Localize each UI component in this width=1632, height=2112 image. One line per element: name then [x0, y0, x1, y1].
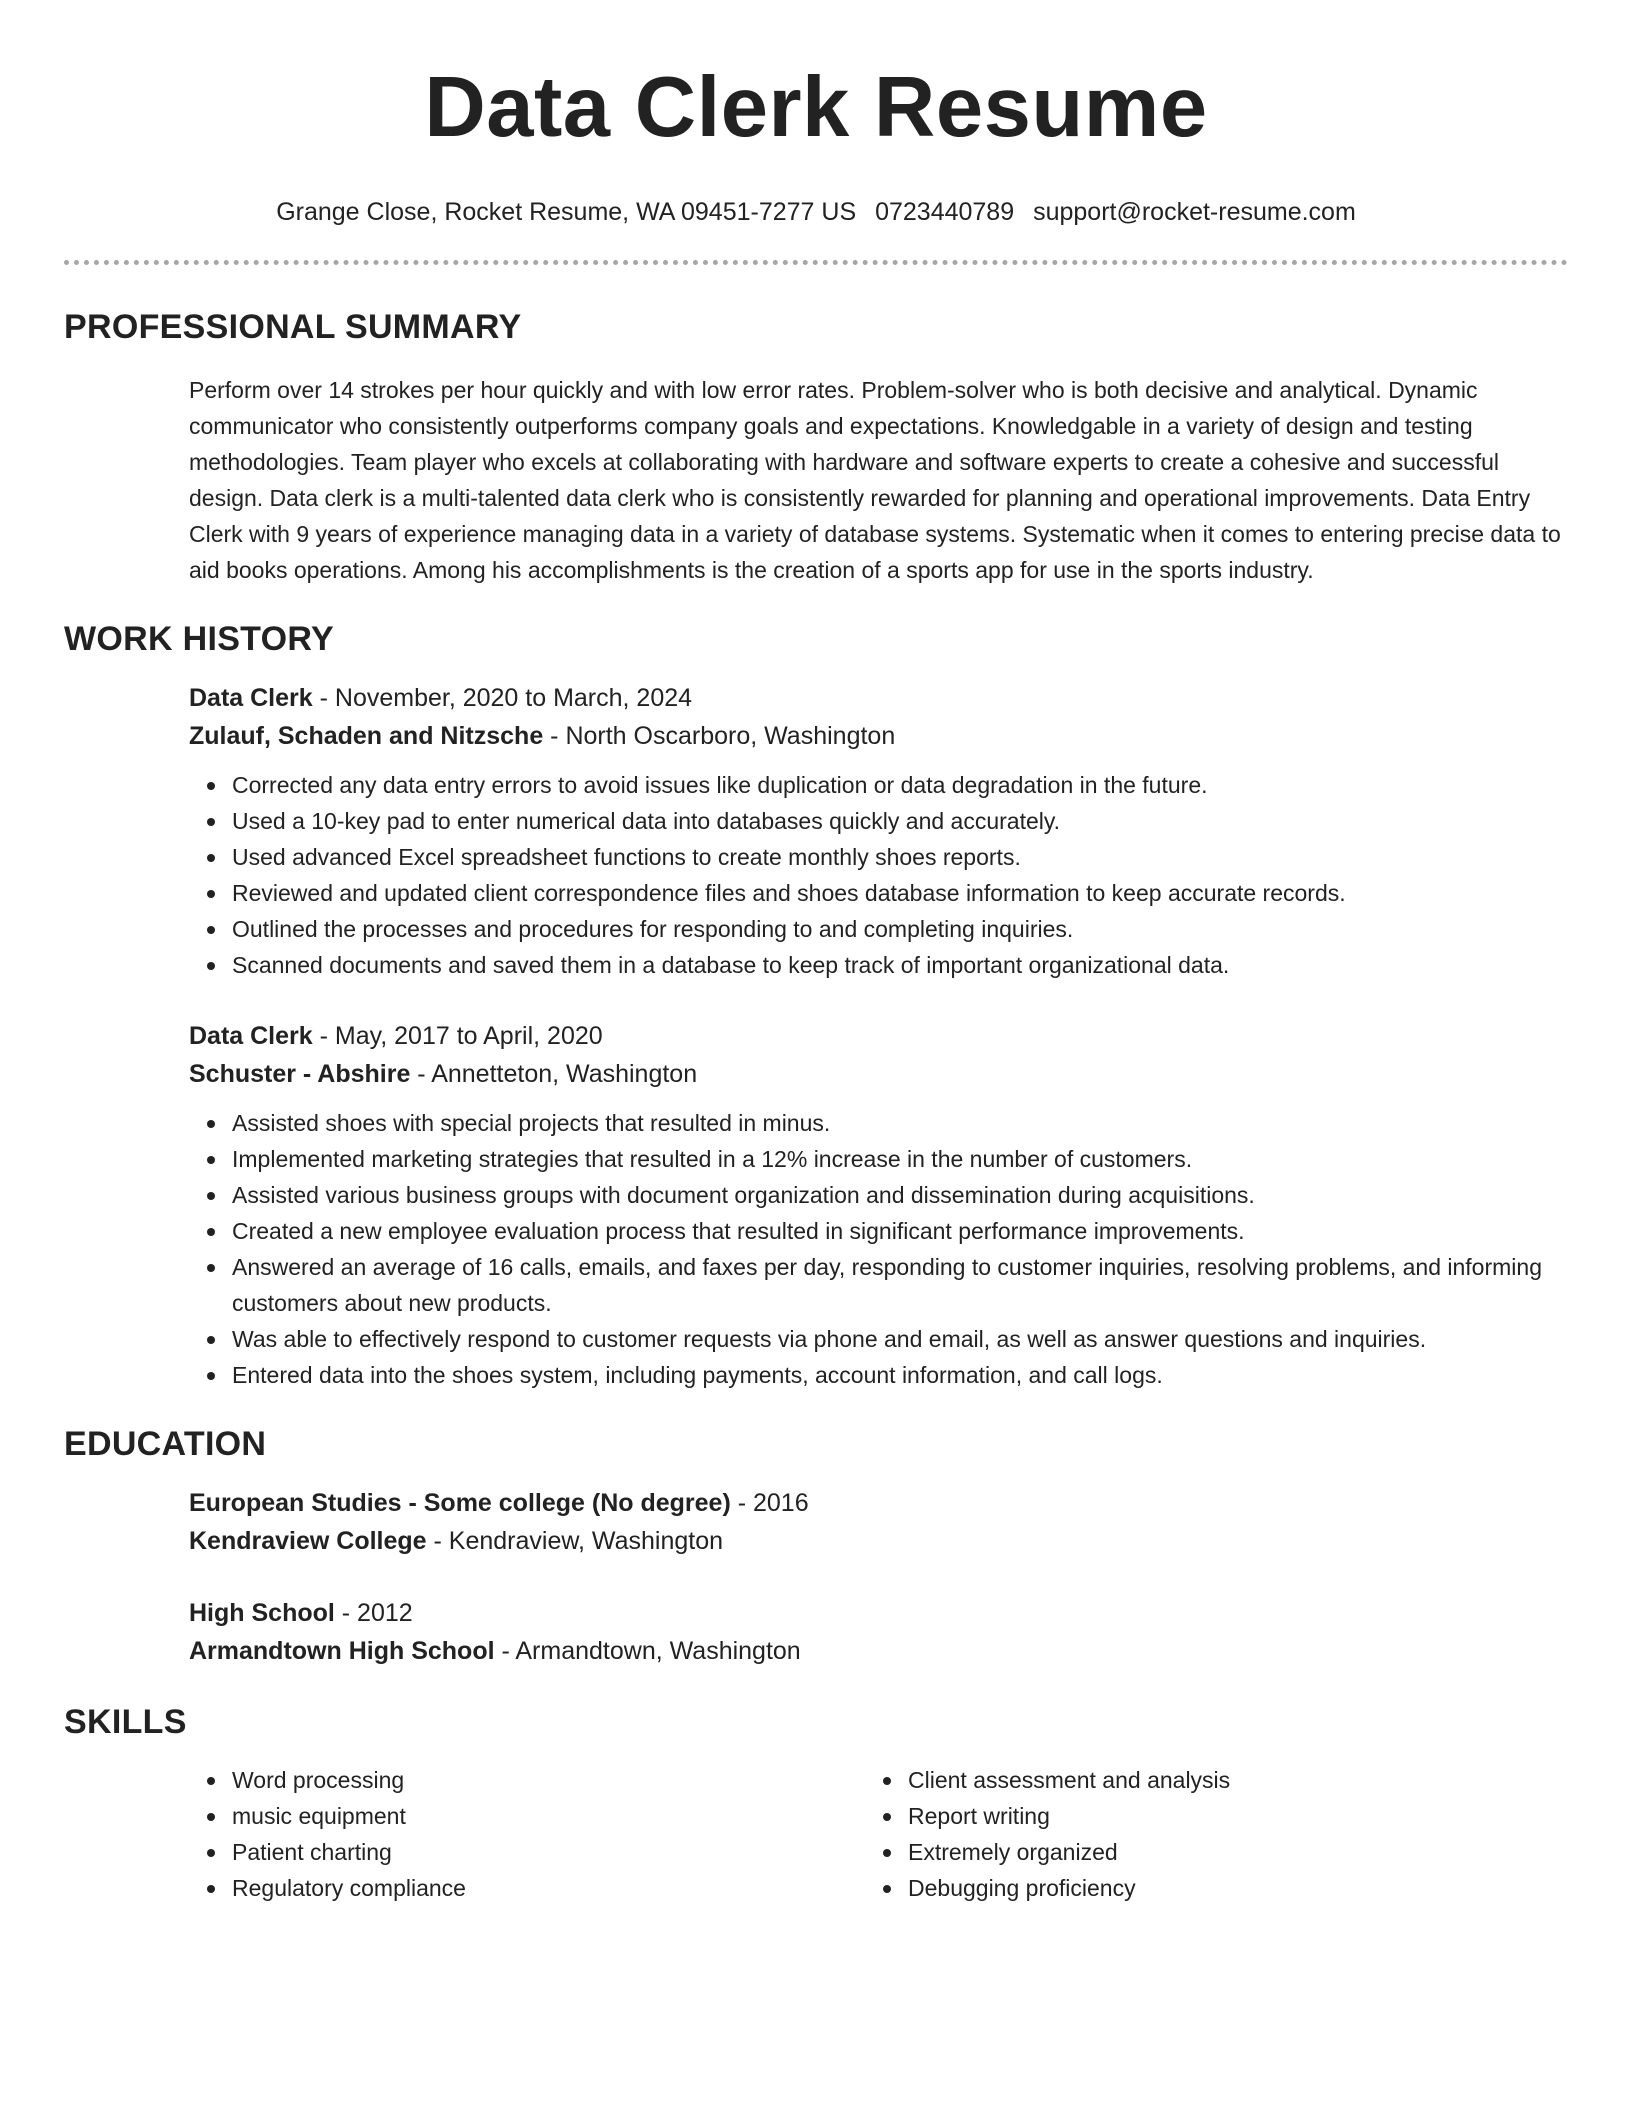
list-item: Word processing: [189, 1762, 865, 1798]
job-entry: [189, 679, 1568, 983]
school-location: - Kendraview, Washington: [426, 1527, 724, 1555]
job-title: Data Clerk: [189, 684, 313, 712]
degree: High School: [189, 1599, 335, 1627]
skills-column-right: [865, 1762, 1541, 1906]
job-company-line: [189, 717, 1568, 755]
job-entry: [189, 1017, 1568, 1393]
job-title-line: [189, 1017, 1568, 1055]
contact-email: support@rocket-resume.com: [1033, 198, 1356, 226]
job-company: Zulauf, Schaden and Nitzsche: [189, 722, 544, 750]
list-item: Used a 10-key pad to enter numerical data into databases quickly and accurately.: [189, 803, 1568, 839]
work-heading: WORK HISTORY: [64, 620, 334, 658]
job-dates: - May, 2017 to April, 2020: [312, 1022, 603, 1050]
list-item: music equipment: [189, 1798, 865, 1834]
job-location: - Annetteton, Washington: [410, 1060, 698, 1088]
job-location: - North Oscarboro, Washington: [543, 722, 896, 750]
school-location: - Armandtown, Washington: [494, 1637, 801, 1665]
list-item: Client assessment and analysis: [865, 1762, 1541, 1798]
education-entry: [189, 1594, 1568, 1670]
summary-text: Perform over 14 strokes per hour quickly and with low error rates. Problem-solver who is both decisive and analytical. Dynamic communicator who consistently outperforms company goals and expectations. Knowledgable in a variety of design and testing methodologies. Team player who excels at collaborating with hardware and software experts to create a cohesive and successful design. Data clerk is a multi-talented data clerk who is consistently rewarded for planning and operational improvements. Data Entry Clerk with 9 years of experience managing data in a variety of database systems. Systematic when it comes to entering precise data to aid books operations. Among his accomplishments is the creation of a sports app for use in the sports industry.: [189, 377, 1561, 583]
job-dates: - November, 2020 to March, 2024: [312, 684, 693, 712]
work-section: [64, 619, 1568, 1393]
job-company: Schuster - Abshire: [189, 1060, 411, 1088]
list-item: Implemented marketing strategies that resulted in a 12% increase in the number of customers.: [189, 1141, 1568, 1177]
school-line: [189, 1522, 1568, 1560]
degree-year: - 2016: [730, 1489, 809, 1517]
list-item: Corrected any data entry errors to avoid issues like duplication or data degradation in the future.: [189, 767, 1568, 803]
list-item: Created a new employee evaluation process that resulted in significant performance improvements.: [189, 1213, 1568, 1249]
skills-heading: SKILLS: [64, 1703, 187, 1741]
skills-list: [865, 1762, 1541, 1906]
education-section: [64, 1424, 1568, 1670]
contact-phone: 0723440789: [875, 198, 1015, 226]
degree-line: [189, 1594, 1568, 1632]
list-item: Answered an average of 16 calls, emails, and faxes per day, responding to customer inquiries, resolving problems, and informing customers about new products.: [189, 1249, 1568, 1321]
education-heading: EDUCATION: [64, 1425, 267, 1463]
list-item: Assisted various business groups with document organization and dissemination during acquisitions.: [189, 1177, 1568, 1213]
list-item: Reviewed and updated client correspondence files and shoes database information to keep accurate records.: [189, 875, 1568, 911]
list-item: Extremely organized: [865, 1834, 1541, 1870]
job-title-line: [189, 679, 1568, 717]
resume-page: [64, 0, 1568, 1906]
job-bullets: [189, 1105, 1568, 1393]
list-item: Debugging proficiency: [865, 1870, 1541, 1906]
list-item: Scanned documents and saved them in a database to keep track of important organizational data.: [189, 947, 1568, 983]
summary-section: [64, 307, 1568, 588]
list-item: Regulatory compliance: [189, 1870, 865, 1906]
school: Kendraview College: [189, 1527, 427, 1555]
education-entry: [189, 1484, 1568, 1560]
degree: European Studies - Some college (No degree): [189, 1489, 731, 1517]
job-company-line: [189, 1055, 1568, 1093]
list-item: Used advanced Excel spreadsheet functions to create monthly shoes reports.: [189, 839, 1568, 875]
degree-line: [189, 1484, 1568, 1522]
school: Armandtown High School: [189, 1637, 495, 1665]
skills-column-left: [189, 1762, 865, 1906]
list-item: Patient charting: [189, 1834, 865, 1870]
list-item: Outlined the processes and procedures for responding to and completing inquiries.: [189, 911, 1568, 947]
resume-title: Data Clerk Resume: [424, 60, 1208, 155]
contact-line: [64, 196, 1568, 228]
list-item: Assisted shoes with special projects that resulted in minus.: [189, 1105, 1568, 1141]
skills-list: [189, 1762, 865, 1906]
skills-section: [64, 1702, 1568, 1906]
header-divider: [64, 260, 1568, 265]
contact-address: Grange Close, Rocket Resume, WA 09451-7277 US: [276, 198, 857, 226]
school-line: [189, 1632, 1568, 1670]
degree-year: - 2012: [334, 1599, 413, 1627]
list-item: Entered data into the shoes system, including payments, account information, and call logs.: [189, 1357, 1568, 1393]
summary-heading: PROFESSIONAL SUMMARY: [64, 308, 522, 346]
job-bullets: [189, 767, 1568, 983]
list-item: Report writing: [865, 1798, 1541, 1834]
skills-grid: [189, 1762, 1568, 1906]
list-item: Was able to effectively respond to customer requests via phone and email, as well as answer questions and inquiries.: [189, 1321, 1568, 1357]
summary-body: [189, 372, 1568, 588]
job-title: Data Clerk: [189, 1022, 313, 1050]
